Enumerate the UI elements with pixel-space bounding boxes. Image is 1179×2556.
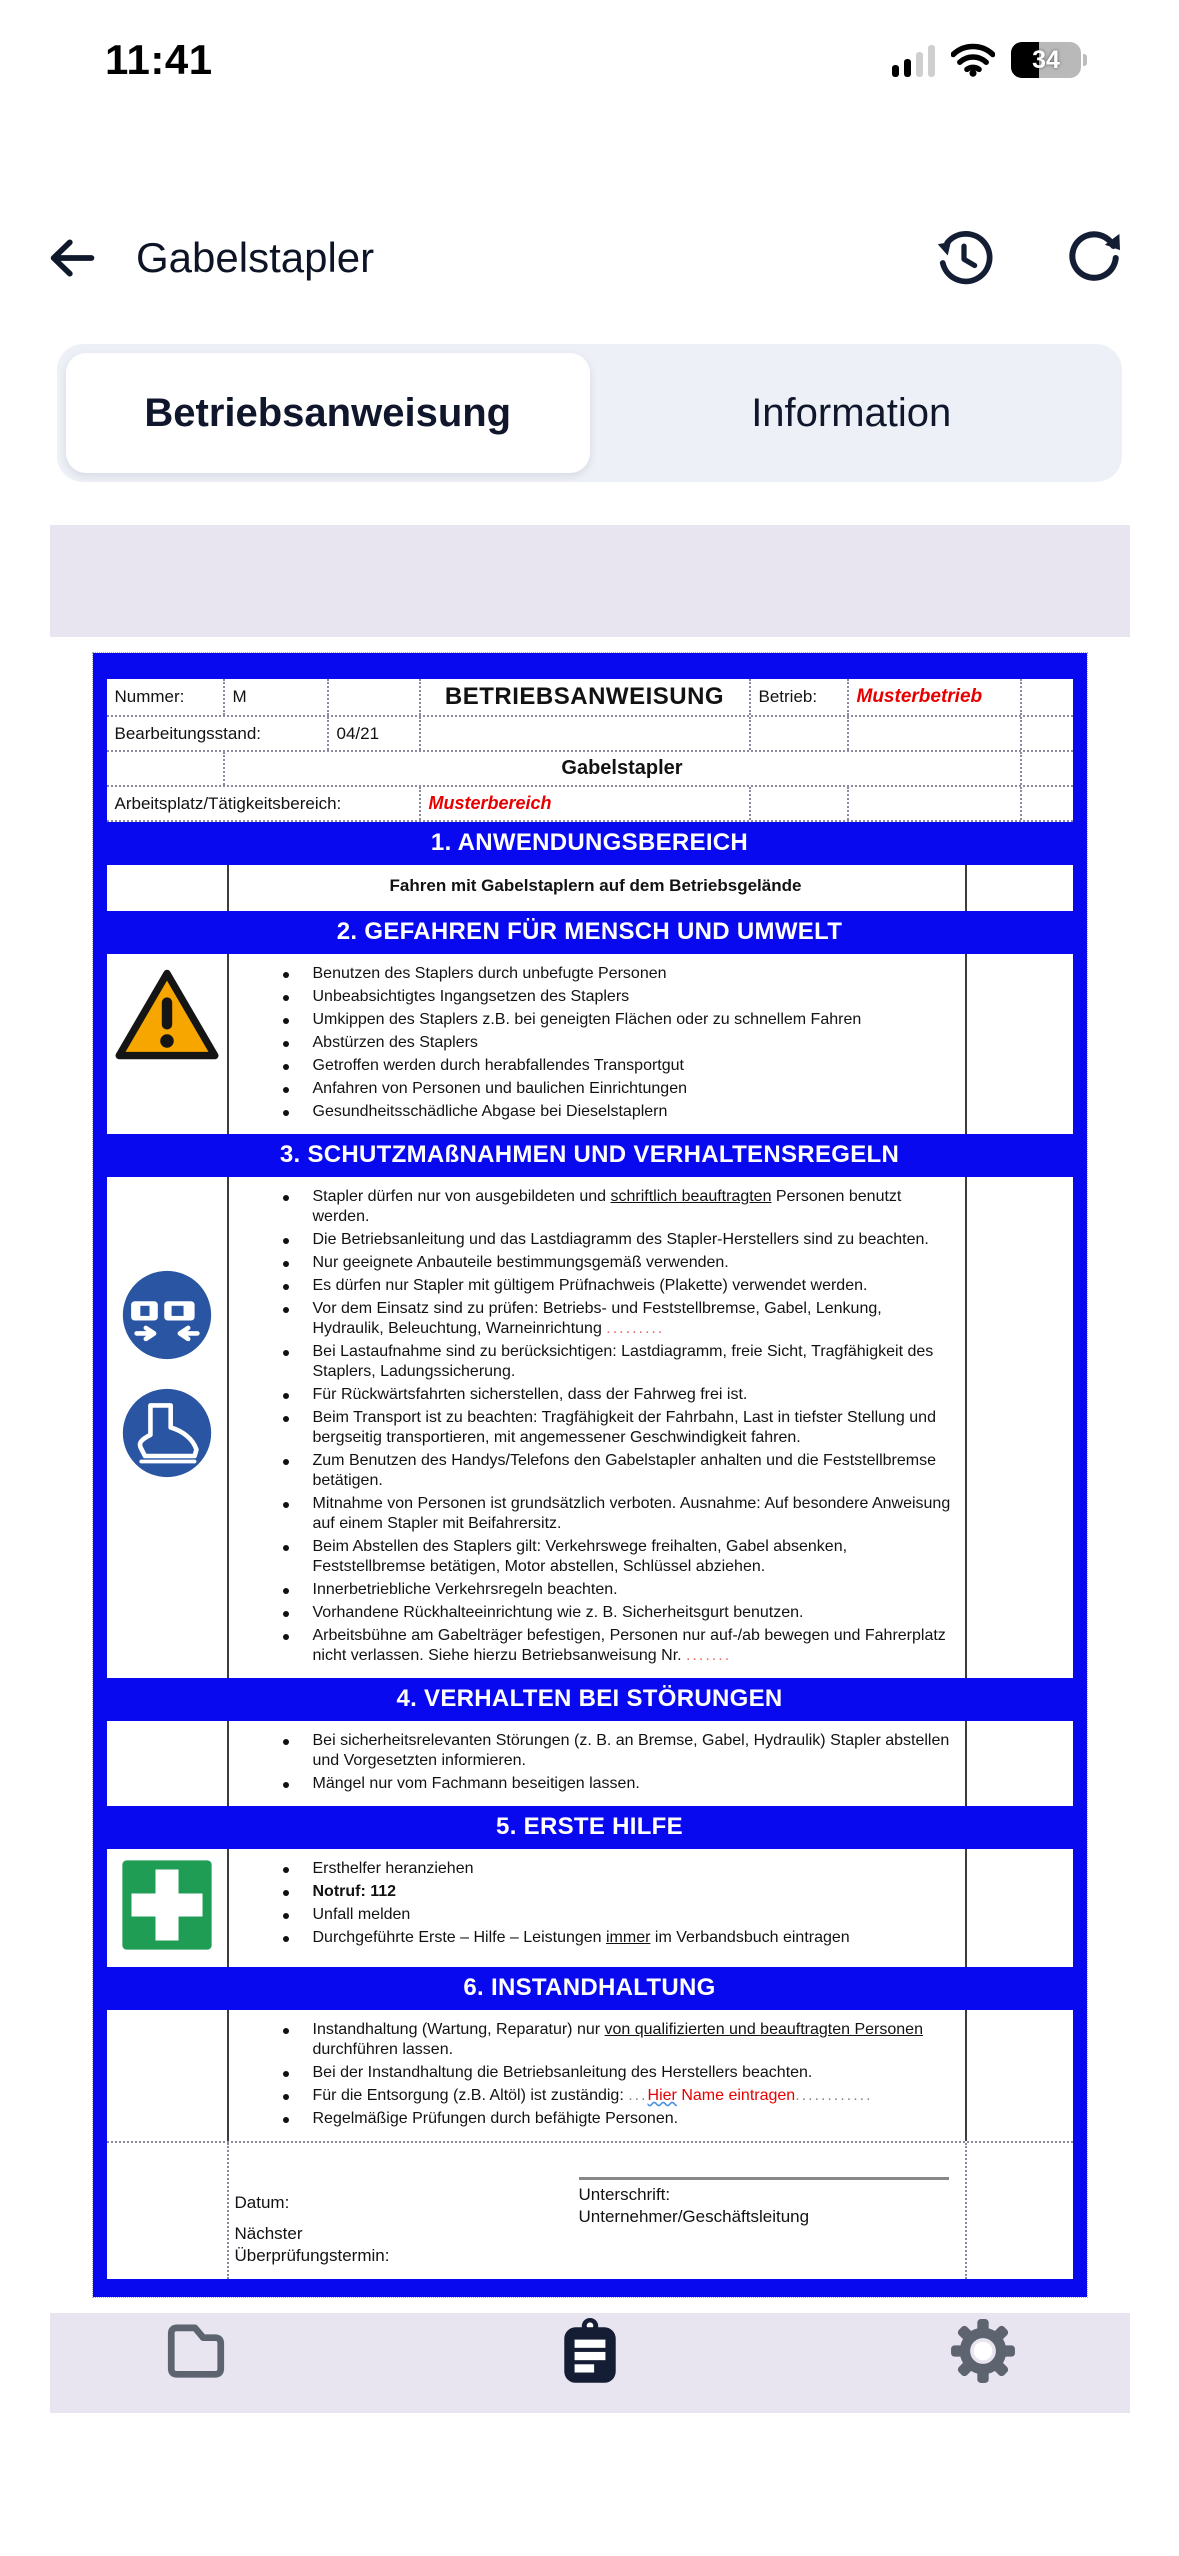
bottom-toolbar	[0, 2318, 1179, 2390]
bullet-item: Für Rückwärtsfahrten sicherstellen, dass der Fahrweg frei ist.	[277, 1385, 955, 1405]
signature-sub-label: Unternehmer/Geschäftsleitung	[578, 2207, 810, 2227]
section-content	[107, 1849, 1073, 1967]
cellular-signal-icon	[892, 43, 935, 77]
page-title: Gabelstapler	[136, 234, 375, 281]
bullet-item: Arbeitsbühne am Gabelträger befestigen, Personen nur auf-/ab bewegen und Fahrerplatz nicht verlassen. Siehe hierzu Betriebsanweisung Nr. .......	[277, 1626, 955, 1666]
bullet-item: Unfall melden	[277, 1905, 955, 1925]
seatbelt-icon	[121, 1269, 213, 1361]
section-content	[107, 1177, 1073, 1678]
wifi-icon	[951, 43, 995, 77]
segmented-tabs	[57, 344, 1122, 482]
bullet-item: Bei der Instandhaltung die Betriebsanleitung des Herstellers beachten.	[277, 2063, 955, 2083]
document-header-row-4	[107, 787, 1073, 822]
signature-line	[579, 2177, 949, 2180]
folder-icon[interactable]	[163, 2318, 229, 2390]
signature-block	[579, 2177, 949, 2228]
document-title: BETRIEBSANWEISUNG	[421, 679, 751, 715]
bullet-item: Notruf: 112	[277, 1882, 955, 1902]
battery-icon	[1011, 42, 1081, 78]
warning-triangle-icon	[115, 968, 219, 1062]
datum-label: Datum:	[234, 2193, 290, 2212]
section-banner: 3. SCHUTZMAßNAHMEN UND VERHALTENSREGELN	[107, 1134, 1073, 1177]
section-banner: 1. ANWENDUNGSBEREICH	[107, 822, 1073, 865]
tab-information[interactable]: Information	[751, 390, 952, 435]
bullet-item: Vorhandene Rückhalteeinrichtung wie z. B. Sicherheitsgurt benutzen.	[277, 1603, 955, 1623]
nummer-label: Nummer:	[107, 679, 225, 715]
bullet-item: Bei sicherheitsrelevanten Störungen (z. B. an Bremse, Gabel, Hydraulik) Stapler abstellen und Vorgesetzten informieren.	[277, 1731, 955, 1771]
bullet-item: Ersthelfer heranziehen	[277, 1859, 955, 1879]
bullet-item: Beim Abstellen des Staplers gilt: Verkehrswege freihalten, Gabel absenken, Feststellbremse betätigen, Motor abstellen, Schlüssel abziehen.	[277, 1537, 955, 1577]
section-banner: 4. VERHALTEN BEI STÖRUNGEN	[107, 1678, 1073, 1721]
document-viewer[interactable]	[0, 525, 1179, 2413]
battery-percent: 34	[1032, 45, 1060, 74]
bearbeitungsstand-value: 04/21	[329, 717, 421, 750]
bullet-item: Mitnahme von Personen ist grundsätzlich verboten. Ausnahme: Auf besondere Anweisung auf einem Stapler mit Beifahrersitz.	[277, 1494, 955, 1534]
section-banner: 5. ERSTE HILFE	[107, 1806, 1073, 1849]
bullet-item: Umkippen des Staplers z.B. bei geneigten Flächen oder zu schnellem Fahren	[277, 1010, 955, 1030]
section-content	[107, 954, 1073, 1134]
bullet-item: Nur geeignete Anbauteile bestimmungsgemäß verwenden.	[277, 1253, 955, 1273]
signature-label: Unterschrift:	[578, 2185, 671, 2204]
nummer-value: M	[225, 679, 329, 715]
next-check-label-line1: Nächster	[234, 2224, 303, 2243]
bullet-item: Es dürfen nur Stapler mit gültigem Prüfnachweis (Plakette) verwendet werden.	[277, 1276, 955, 1296]
section-content	[107, 2010, 1073, 2141]
bullet-item: Stapler dürfen nur von ausgebildeten und schriftlich beauftragten Personen benutzt werden.	[277, 1187, 955, 1227]
document-top-border	[107, 653, 1073, 679]
bullet-item: Durchgeführte Erste – Hilfe – Leistungen immer im Verbandsbuch eintragen	[277, 1928, 955, 1948]
bullet-item: Benutzen des Staplers durch unbefugte Personen	[277, 964, 955, 984]
tab-betriebsanweisung[interactable]: Betriebsanweisung	[66, 353, 590, 473]
back-button[interactable]	[44, 230, 100, 286]
bullet-item: Beim Transport ist zu beachten: Tragfähigkeit der Fahrbahn, Last in tiefster Stellung und bergseitig transportieren, mit angemessener Geschwindigkeit fahren.	[277, 1408, 955, 1448]
document-bottom-border	[107, 2279, 1073, 2297]
bullet-item: Anfahren von Personen und baulichen Einrichtungen	[277, 1079, 955, 1099]
document-footer	[107, 2141, 1073, 2279]
clipboard-icon[interactable]	[557, 2318, 623, 2390]
document-subtitle: Gabelstapler	[225, 752, 1022, 785]
section-content	[107, 1721, 1073, 1806]
bullet-item: Vor dem Einsatz sind zu prüfen: Betriebs- und Feststellbremse, Gabel, Lenkung, Hydraulik, Beleuchtung, Warneinrichtung .........	[277, 1299, 955, 1339]
bullet-item: Unbeabsichtigtes Ingangsetzen des Staplers	[277, 987, 955, 1007]
document-header-row-2	[107, 717, 1073, 752]
section-text: Fahren mit Gabelstaplern auf dem Betriebsgelände	[389, 876, 802, 895]
bullet-item: Abstürzen des Staplers	[277, 1033, 955, 1053]
bullet-item: Zum Benutzen des Handys/Telefons den Gabelstapler anhalten und die Feststellbremse betätigen.	[277, 1451, 955, 1491]
first-aid-icon	[119, 1857, 215, 1953]
bullet-item: Regelmäßige Prüfungen durch befähigte Personen.	[277, 2109, 955, 2129]
bearbeitungsstand-label: Bearbeitungsstand:	[107, 717, 329, 750]
clock: 11:41	[105, 36, 213, 83]
section-content	[107, 865, 1073, 911]
arbeitsplatz-value: Musterbereich	[421, 787, 751, 820]
section-banner: 6. INSTANDHALTUNG	[107, 1967, 1073, 2010]
document-sections	[107, 822, 1073, 2141]
bullet-item: Instandhaltung (Wartung, Reparatur) nur von qualifizierten und beauftragten Personen durchführen lassen.	[277, 2020, 955, 2060]
document-header-row-3	[107, 752, 1073, 787]
status-bar	[0, 28, 1179, 92]
arbeitsplatz-label: Arbeitsplatz/Tätigkeitsbereich:	[107, 787, 421, 820]
refresh-button[interactable]	[1063, 227, 1125, 289]
document-header-row-1	[107, 679, 1073, 717]
bullet-item: Mängel nur vom Fachmann beseitigen lassen.	[277, 1774, 955, 1794]
history-button[interactable]	[933, 227, 995, 289]
bullet-item: Für die Entsorgung (z.B. Altöl) ist zuständig: ...Hier Name eintragen............	[277, 2086, 955, 2106]
gear-icon[interactable]	[950, 2318, 1016, 2390]
section-banner: 2. GEFAHREN FÜR MENSCH UND UMWELT	[107, 911, 1073, 954]
betriebsanweisung-document[interactable]	[93, 653, 1087, 2297]
nav-bar	[0, 218, 1179, 298]
safety-boots-icon	[121, 1387, 213, 1479]
bullet-item: Innerbetriebliche Verkehrsregeln beachten.	[277, 1580, 955, 1600]
bullet-item: Die Betriebsanleitung und das Lastdiagramm des Stapler-Herstellers sind zu beachten.	[277, 1230, 955, 1250]
bullet-item: Bei Lastaufnahme sind zu berücksichtigen: Lastdiagramm, freie Sicht, Tragfähigkeit des Staplers, Ladungssicherung.	[277, 1342, 955, 1382]
next-check-label-line2: Überprüfungstermin:	[234, 2246, 390, 2266]
viewer-background-top	[50, 525, 1130, 637]
bullet-item: Gesundheitsschädliche Abgase bei Dieselstaplern	[277, 1102, 955, 1122]
betrieb-value: Musterbetrieb	[849, 679, 1022, 715]
betrieb-label: Betrieb:	[751, 679, 849, 715]
bullet-item: Getroffen werden durch herabfallendes Transportgut	[277, 1056, 955, 1076]
